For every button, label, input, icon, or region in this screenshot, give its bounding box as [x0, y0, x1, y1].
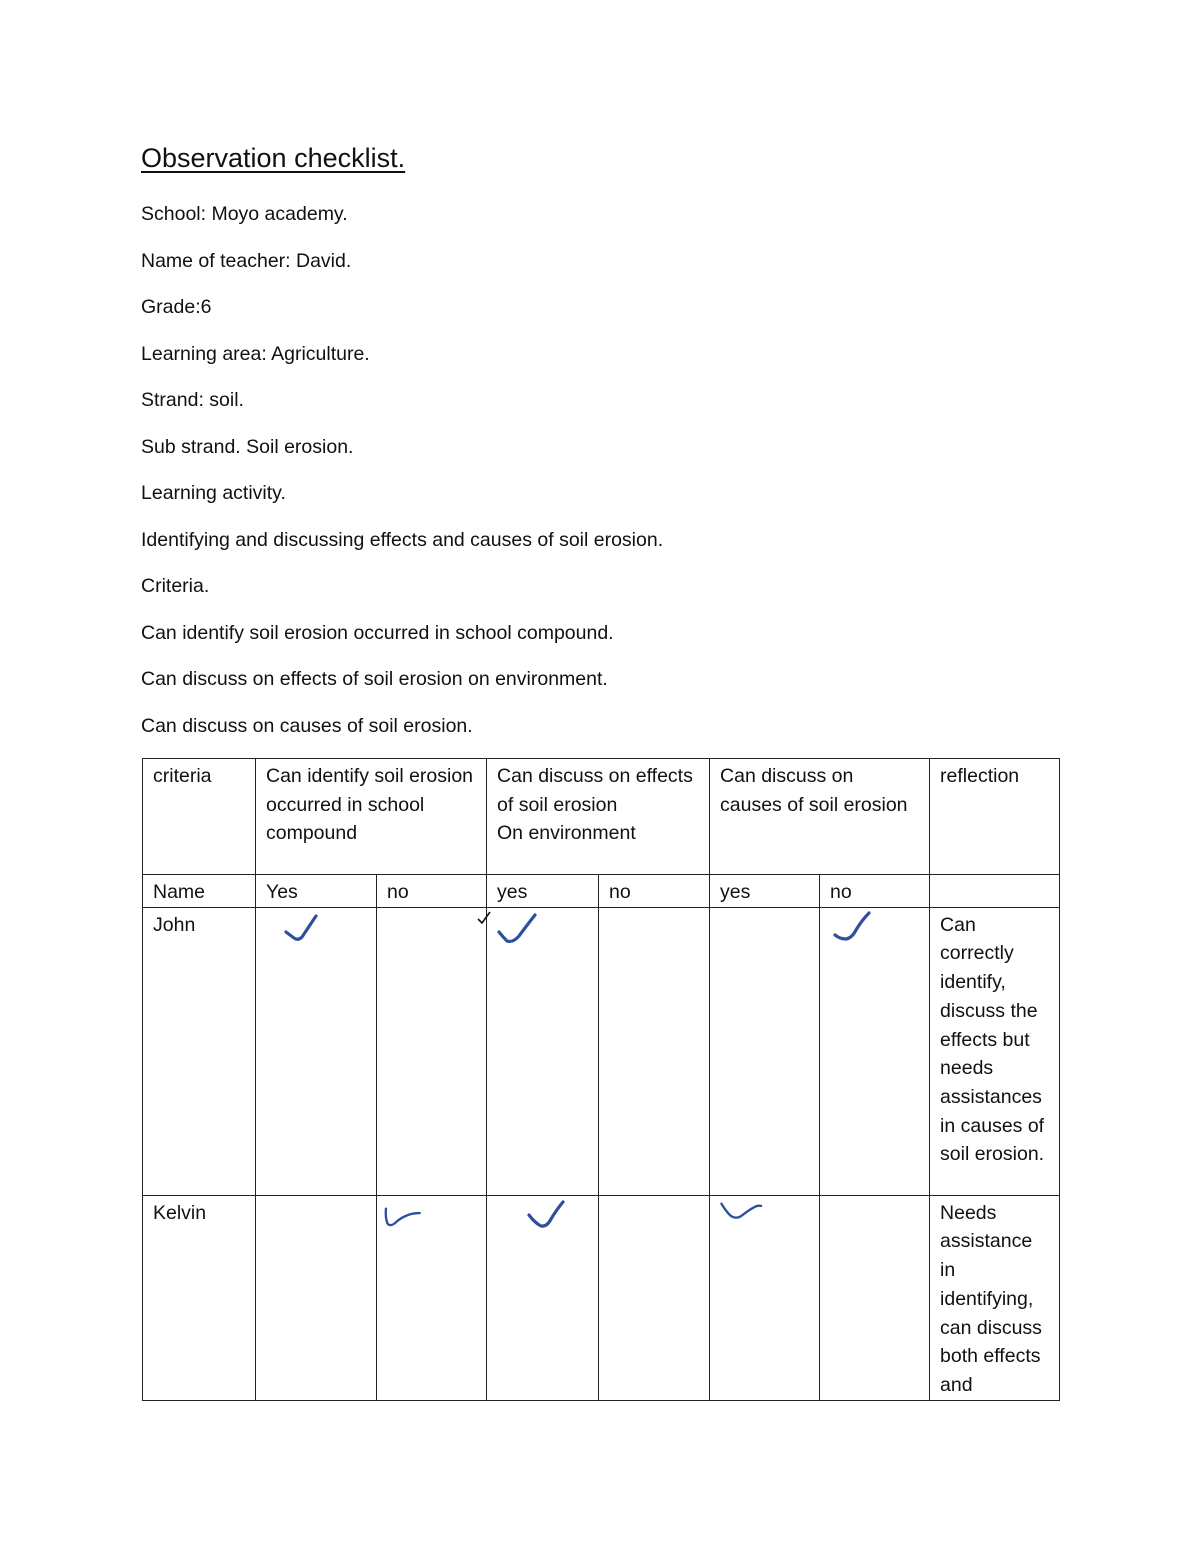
subheader-yes: yes — [710, 875, 820, 908]
table-row — [143, 907, 1060, 1195]
check-mark-icon — [527, 1199, 571, 1235]
mark-cell — [487, 1195, 599, 1400]
learning-activity-line: Learning activity. — [141, 482, 286, 504]
check-mark-icon — [832, 910, 876, 946]
mark-cell — [599, 1195, 710, 1400]
activity-description-line: Identifying and discussing effects and causes of soil erosion. — [141, 529, 664, 551]
header-causes: Can discuss on causes of soil erosion — [710, 759, 930, 875]
page-title: Observation checklist. — [141, 143, 406, 173]
criterion-3-line: Can discuss on causes of soil erosion. — [141, 715, 473, 737]
check-mark-icon — [497, 910, 541, 946]
mark-cell — [710, 907, 820, 1195]
observation-table — [142, 758, 1060, 1401]
school-line: School: Moyo academy. — [141, 203, 348, 225]
header-criteria: criteria — [143, 759, 256, 875]
check-mark-icon — [284, 911, 328, 947]
table-subheader-row — [143, 875, 1060, 908]
header-identify: Can identify soil erosion occurred in school compound — [256, 759, 487, 875]
mark-cell — [710, 1195, 820, 1400]
reflection-cell: Needs assistance in identifying, can discuss both effects and — [930, 1195, 1060, 1400]
subheader-name: Name — [143, 875, 256, 908]
subheader-empty — [930, 875, 1060, 908]
subheader-no: no — [820, 875, 930, 908]
subheader-yes: yes — [487, 875, 599, 908]
header-reflection: reflection — [930, 759, 1060, 875]
teacher-line: Name of teacher: David. — [141, 250, 352, 272]
grade-line: Grade:6 — [141, 296, 212, 318]
mark-cell — [599, 907, 710, 1195]
table-row — [143, 1195, 1060, 1400]
learning-area-line: Learning area: Agriculture. — [141, 343, 370, 365]
mark-cell — [256, 907, 377, 1195]
criterion-2-line: Can discuss on effects of soil erosion on environment. — [141, 668, 608, 690]
check-mark-icon — [383, 1198, 427, 1234]
table-header-row — [143, 759, 1060, 875]
mark-cell — [487, 907, 599, 1195]
sub-strand-line: Sub strand. Soil erosion. — [141, 436, 354, 458]
subheader-no: no — [599, 875, 710, 908]
check-mark-icon — [720, 1196, 764, 1232]
reflection-cell: Can correctly identify, discuss the effects but needs assistances in causes of soil erosion. — [930, 907, 1060, 1195]
subheader-yes: Yes — [256, 875, 377, 908]
mark-cell — [256, 1195, 377, 1400]
mark-cell — [820, 1195, 930, 1400]
mark-cell — [377, 1195, 487, 1400]
student-name: John — [143, 907, 256, 1195]
mark-cell — [377, 907, 487, 1195]
criterion-1-line: Can identify soil erosion occurred in school compound. — [141, 622, 614, 644]
strand-line: Strand: soil. — [141, 389, 244, 411]
mark-cell — [820, 907, 930, 1195]
criteria-heading-line: Criteria. — [141, 575, 210, 597]
student-name: Kelvin — [143, 1195, 256, 1400]
subheader-no: no — [377, 875, 487, 908]
header-effects: Can discuss on effects of soil erosion On environment — [487, 759, 710, 875]
